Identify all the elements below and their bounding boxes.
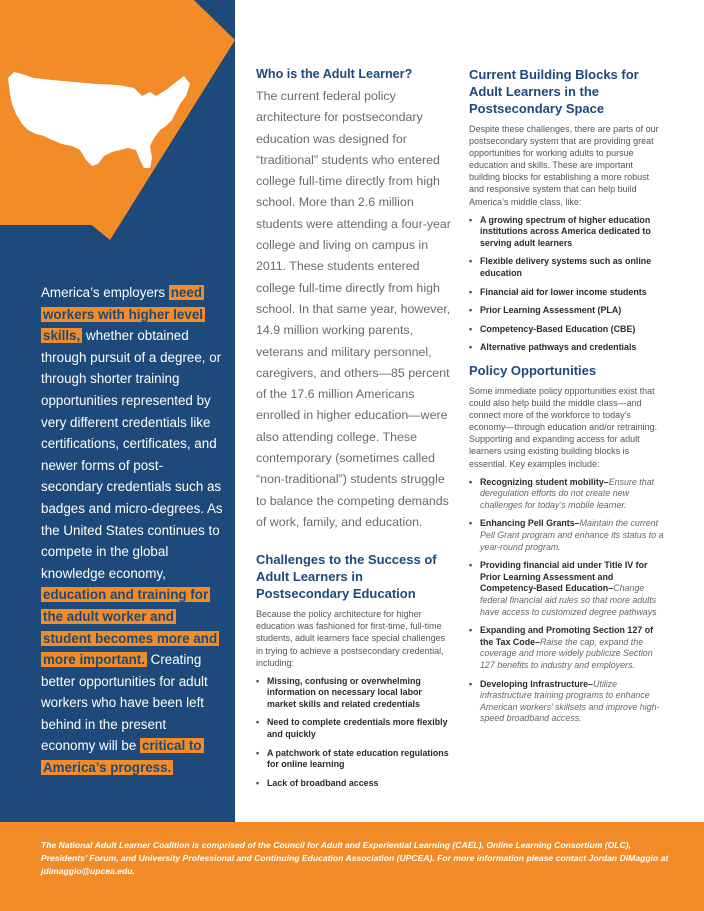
list-item: [256, 676, 452, 711]
list-item-lead: Enhancing Pell Grants–: [480, 518, 580, 529]
heading-who-is-adult-learner: Who is the Adult Learner?: [256, 67, 413, 81]
list-item-text: Flexible delivery systems such as online education: [480, 256, 652, 279]
pull-quote: [41, 282, 223, 779]
bullet-icon: •: [256, 777, 260, 788]
highlight-phrase: critical to America’s progress.: [43, 738, 202, 776]
column-left: [256, 66, 452, 796]
bullet-icon: •: [469, 518, 473, 529]
list-item-detail: Ensure that deregulation efforts do not create new challenges for today’s mobile learner.: [480, 476, 655, 510]
footer-band: [0, 822, 704, 911]
bullet-icon: •: [469, 476, 473, 487]
highlight-phrase: need workers with higher level skills,: [43, 285, 203, 344]
heading-policy-opportunities: Policy Opportunities: [469, 363, 597, 378]
bullet-icon: •: [469, 560, 473, 571]
list-item: [469, 518, 666, 553]
paragraph-challenges: Because the policy architecture for higher education was fashioned for first-time, full-time students, adult learners face special challenges in trying to achieve a postsecondary credential, including:: [256, 609, 446, 668]
list-item-lead: Providing financial aid under Title IV for Prior Learning Assessment and Competency-Based Education–: [480, 560, 648, 594]
list-item-text: Need to complete credentials more flexibly and quickly: [267, 717, 448, 740]
list-policy-opportunities: [469, 477, 666, 725]
bullet-icon: •: [469, 256, 473, 267]
list-item-lead: Developing Infrastructure–: [480, 678, 593, 689]
paragraph-who-is-adult-learner: The current federal policy architecture for postsecondary education was designed for “traditional” students who entered college full-time directly from high school. More than 2.6 million students were attending a four-year college and living on campus in 2011. These students entered college full-time directly from high school. In that same year, however, 14.9 million working parents, veterans and military personnel, caregivers, and others—85 percent of the 17.6 million Americans enrolled in higher education—were also attending college. These contemporary (sometimes called “non-traditional”) students struggle to balance the competing demands of work, family, and education.: [256, 89, 451, 529]
list-item: [469, 679, 666, 725]
list-item: [469, 256, 666, 279]
quote-text: whether obtained through pursuit of a degree, or through shorter training opportunities represented by very different credentials like certifications, certificates, and newer forms of post-secondary credentials such as badges and micro-degrees. As the United States continues to compete in the global knowledge economy,: [41, 328, 223, 581]
list-item-detail: Raise the cap, expand the coverage and more widely publicize Section 127 benefits to industry and employers.: [480, 636, 653, 670]
bullet-icon: •: [256, 675, 260, 686]
sidebar-panel: [0, 0, 235, 822]
quote-text: America’s employers: [41, 285, 169, 300]
list-building-blocks: [469, 215, 666, 354]
list-item-detail: Change federal financial aid rules so that more adults have access to customized degree pathways: [480, 583, 657, 617]
list-item-text: Prior Learning Assessment (PLA): [480, 305, 622, 316]
bullet-icon: •: [469, 625, 473, 636]
bullet-icon: •: [469, 305, 473, 316]
highlight-phrase: education and training for the adult worker and student becomes more and more important.: [43, 587, 218, 668]
bullet-icon: •: [256, 717, 260, 728]
paragraph-policy-opportunities: Some immediate policy opportunities exist that could also help build the middle class—and connect more of the workforce to today’s economy—through education and/or retraining. Supporting and expanding access for adult learners using existing building blocks is essential. Key examples include:: [469, 386, 658, 469]
list-item: [469, 324, 666, 336]
list-item: [469, 342, 666, 354]
bullet-icon: •: [469, 286, 473, 297]
list-item: [469, 477, 666, 512]
list-item-lead: Recognizing student mobility–: [480, 476, 609, 487]
list-item: [256, 748, 452, 771]
list-item-text: Competency-Based Education (CBE): [480, 323, 636, 334]
bullet-icon: •: [469, 678, 473, 689]
list-item-text: Lack of broadband access: [267, 777, 379, 788]
bullet-icon: •: [469, 214, 473, 225]
bullet-icon: •: [256, 747, 260, 758]
paragraph-building-blocks: Despite these challenges, there are parts of our postsecondary system that are providing great opportunities for working adults to pursue education and skills. These are important building blocks for establishing a more robust and responsive system that can help build America’s middle class, like:: [469, 124, 659, 207]
heading-challenges: Challenges to the Success of Adult Learners in Postsecondary Education: [256, 552, 437, 602]
list-item-detail: Maintain the current Pell Grant program and enhance its status to a year-round program.: [480, 518, 664, 552]
bullet-icon: •: [469, 342, 473, 353]
list-item: [256, 717, 452, 740]
list-item: [256, 778, 452, 790]
list-item-detail: Utilize infrastructure training programs to enhance American workers’ skillsets and improve high-speed broadband access.: [480, 678, 660, 724]
list-item: [469, 305, 666, 317]
quote-text: Creating better opportunities for adult workers who have been left behind in the present economy will be: [41, 652, 208, 754]
column-right: [469, 66, 666, 732]
list-item: [469, 215, 666, 250]
list-item: [469, 287, 666, 299]
footer-text: The National Adult Learner Coalition is comprised of the Council for Adult and Experiential Learning (CAEL), Online Learning Consortium (OLC), Presidents’ Forum, and University Professional and Continuing Education Association (UPCEA). For more information please contact Jordan DiMaggio at jdimaggio@upcea.edu.: [41, 840, 669, 876]
list-item-text: Alternative pathways and credentials: [480, 342, 637, 353]
list-item: [469, 560, 666, 618]
heading-building-blocks: Current Building Blocks for Adult Learners in the Postsecondary Space: [469, 67, 639, 116]
list-item-lead: Expanding and Promoting Section 127 of the Tax Code–: [480, 625, 654, 647]
list-item-text: A growing spectrum of higher education institutions across America dedicated to serving adult learners: [480, 214, 651, 248]
list-item: [469, 625, 666, 671]
list-challenges: [256, 676, 452, 790]
list-item-text: Missing, confusing or overwhelming information on necessary local labor market skills and related credentials: [267, 675, 422, 709]
list-item-text: Financial aid for lower income students: [480, 286, 647, 297]
sidebar-graphic: [0, 0, 235, 260]
list-item-text: A patchwork of state education regulations for online learning: [267, 747, 449, 770]
bullet-icon: •: [469, 323, 473, 334]
